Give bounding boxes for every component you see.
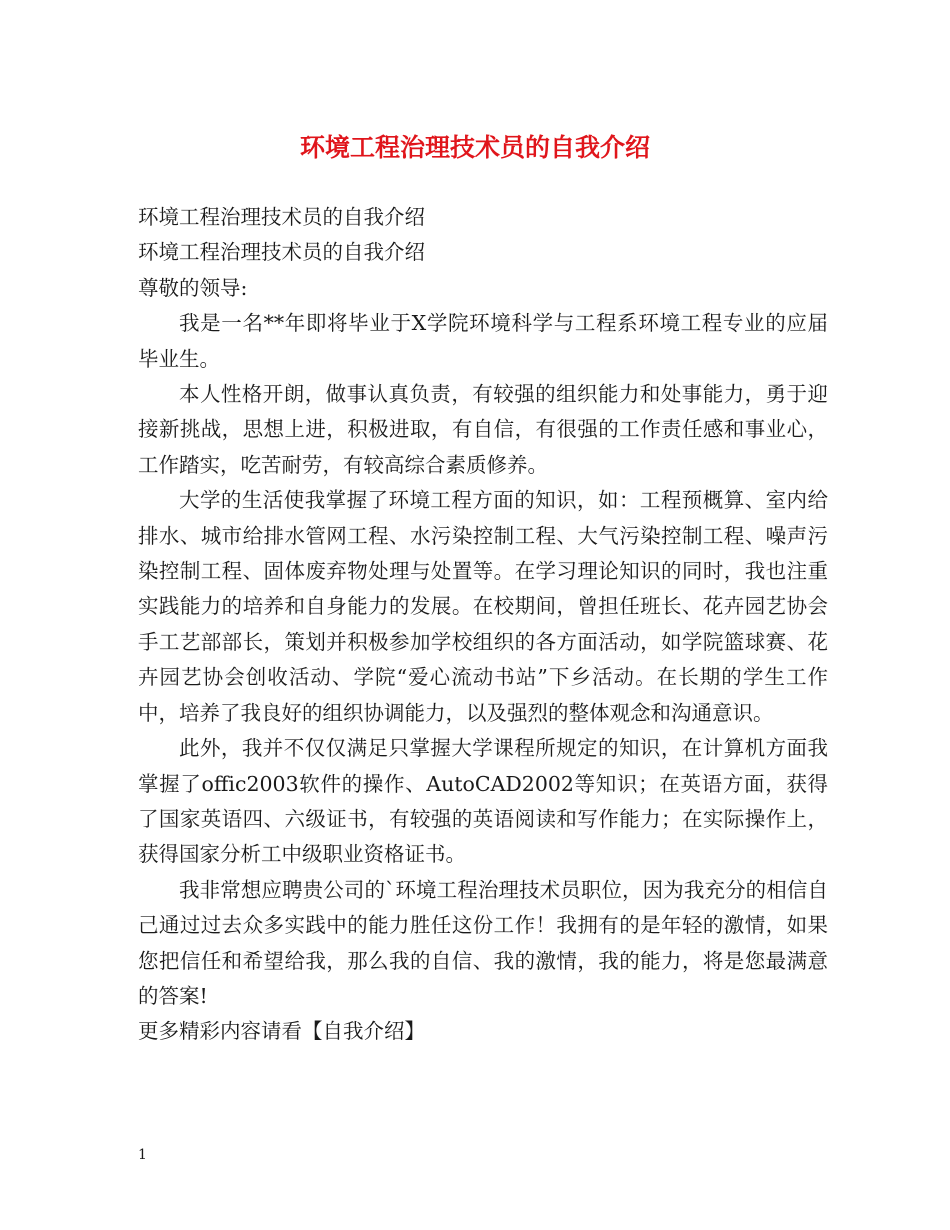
paragraph-intro: 我是一名**年即将毕业于X学院环境科学与工程系环境工程专业的应届毕业生。 (138, 311, 828, 371)
paragraph-university: 大学的生活使我掌握了环境工程方面的知识，如：工程预概算、室内给排水、城市给排水管网工程、水污染控制工程、大气污染控制工程、噪声污染控制工程、固体废弃物处理与处置等。在学习理论知识的同时，我也注重实践能力的培养和自身能力的发展。在校期间，曾担任班长、花卉园艺协会手工艺部部长，策划并积极参加学校组织的各方面活动，如学院篮球赛、花卉园艺协会创收活动、学院“爱心流动书站”下乡活动。在长期的学生工作中，培养了我良好的组织协调能力，以及强烈的整体观念和沟通意识。 (138, 488, 828, 725)
salutation: 尊敬的领导: (138, 275, 248, 300)
paragraph-skills: 此外，我并不仅仅满足只掌握大学课程所规定的知识，在计算机方面我掌握了offic2003软件的操作、AutoCAD2002等知识；在英语方面，获得了国家英语四、六级证书，有较强的英语阅读和写作能力；在实际操作上，获得国家分析工中级职业资格证书。 (138, 736, 828, 867)
paragraph-personality: 本人性格开朗，做事认真负责，有较强的组织能力和处事能力，勇于迎接新挑战，思想上进，积极进取，有自信，有很强的工作责任感和事业心，工作踏实，吃苦耐劳，有较高综合素质修养。 (138, 382, 828, 477)
page-title: 环境工程治理技术员的自我介绍 (299, 133, 650, 162)
page-number: 1 (138, 1147, 147, 1163)
closing-line: 更多精彩内容请看【自我介绍】 (138, 1019, 425, 1044)
paragraph-application: 我非常想应聘贵公司的`环境工程治理技术员职位，因为我充分的相信自己通过过去众多实践中的能力胜任这份工作！我拥有的是年轻的激情，如果您把信任和希望给我，那么我的自信、我的激情，我的能力，将是您最满意的答案! (138, 877, 828, 1008)
document-body (138, 200, 828, 1050)
heading-line: 环境工程治理技术员的自我介绍 (138, 240, 425, 265)
heading-line: 环境工程治理技术员的自我介绍 (138, 205, 425, 229)
